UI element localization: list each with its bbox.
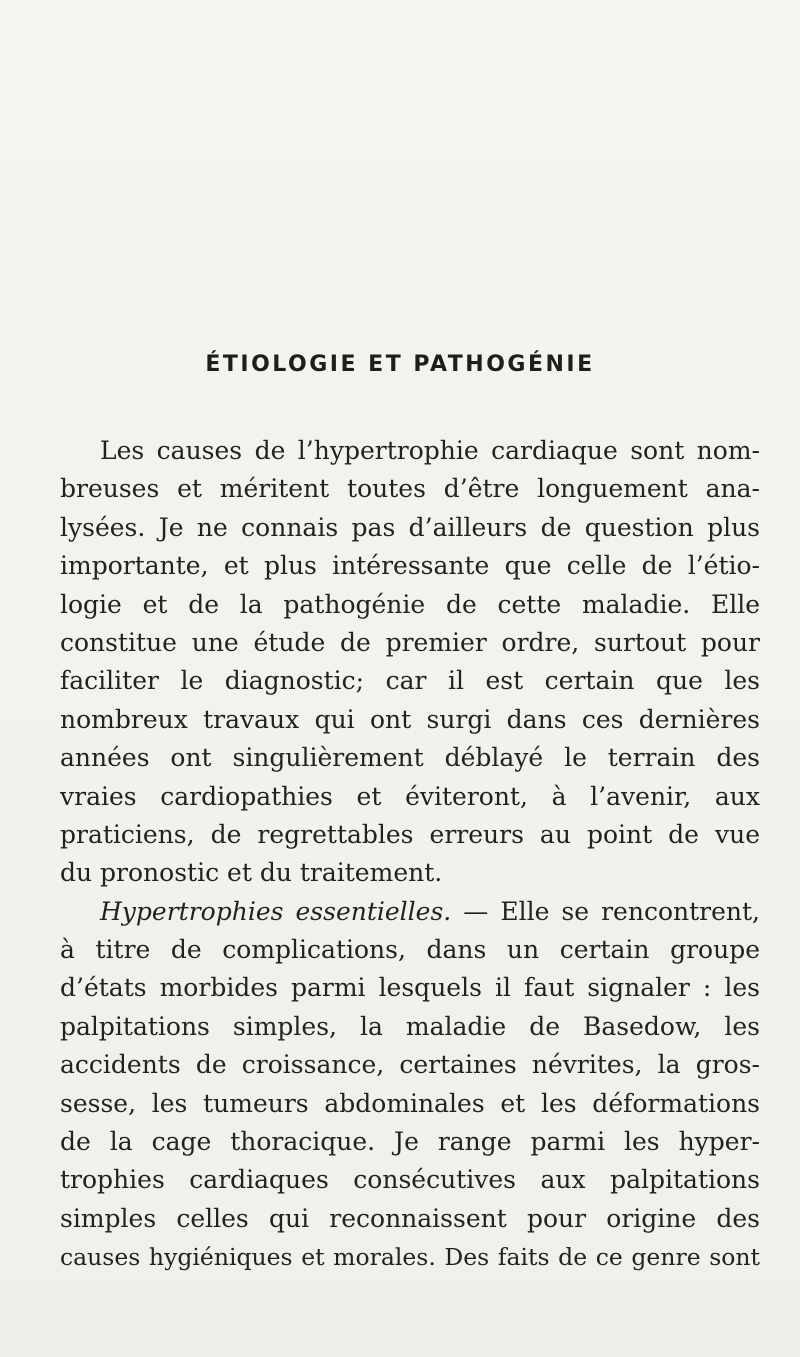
text-line: à titre de complications, dans un certain groupe: [60, 935, 760, 965]
text-line: simples celles qui reconnaissent pour origine des: [60, 1203, 760, 1233]
text-line: faciliter le diagnostic; car il est certain que les: [60, 666, 760, 696]
text-line: constitue une étude de premier ordre, surtout pour: [60, 627, 760, 657]
text-line: années ont singulièrement déblayé le terrain des: [60, 743, 760, 773]
text-line: trophies cardiaques consécutives aux palpitations: [60, 1165, 760, 1195]
text-line: accidents de croissance, certaines névrites, la gros-: [60, 1050, 760, 1080]
body-text: [60, 432, 760, 1277]
text-line: lysées. Je ne connais pas d’ailleurs de question plus: [60, 512, 760, 542]
text-line: importante, et plus intéressante que celle de l’étio-: [60, 551, 760, 581]
text-line: praticiens, de regrettables erreurs au point de vue: [60, 819, 760, 849]
text-line: nombreux travaux qui ont surgi dans ces dernières: [60, 704, 760, 734]
section-title-italic: Hypertrophies essentielles.: [100, 896, 452, 926]
text-line: d’états morbides parmi lesquels il faut signaler : les: [60, 973, 760, 1003]
text-line: logie et de la pathogénie de cette maladie. Elle: [60, 589, 760, 619]
text-line: sesse, les tumeurs abdominales et les déformations: [60, 1088, 760, 1118]
text-line: de la cage thoracique. Je range parmi les hyper-: [60, 1127, 760, 1157]
text-line: du pronostic et du traitement.: [60, 858, 443, 888]
text-line: breuses et méritent toutes d’être longuement ana-: [60, 474, 760, 504]
chapter-heading: ÉTIOLOGIE ET PATHOGÉNIE: [205, 352, 595, 377]
text-line: palpitations simples, la maladie de Basedow, les: [60, 1011, 760, 1041]
section-lead-line: [60, 893, 760, 931]
text-line: causes hygiéniques et morales. Des faits de ce genre sont: [60, 1243, 760, 1272]
text-line: vraies cardiopathies et éviteront, à l’avenir, aux: [60, 781, 760, 811]
section-lead-rest: — Elle se rencontrent,: [451, 896, 760, 926]
text-line: Les causes de l’hypertrophie cardiaque sont nom-: [100, 436, 760, 465]
